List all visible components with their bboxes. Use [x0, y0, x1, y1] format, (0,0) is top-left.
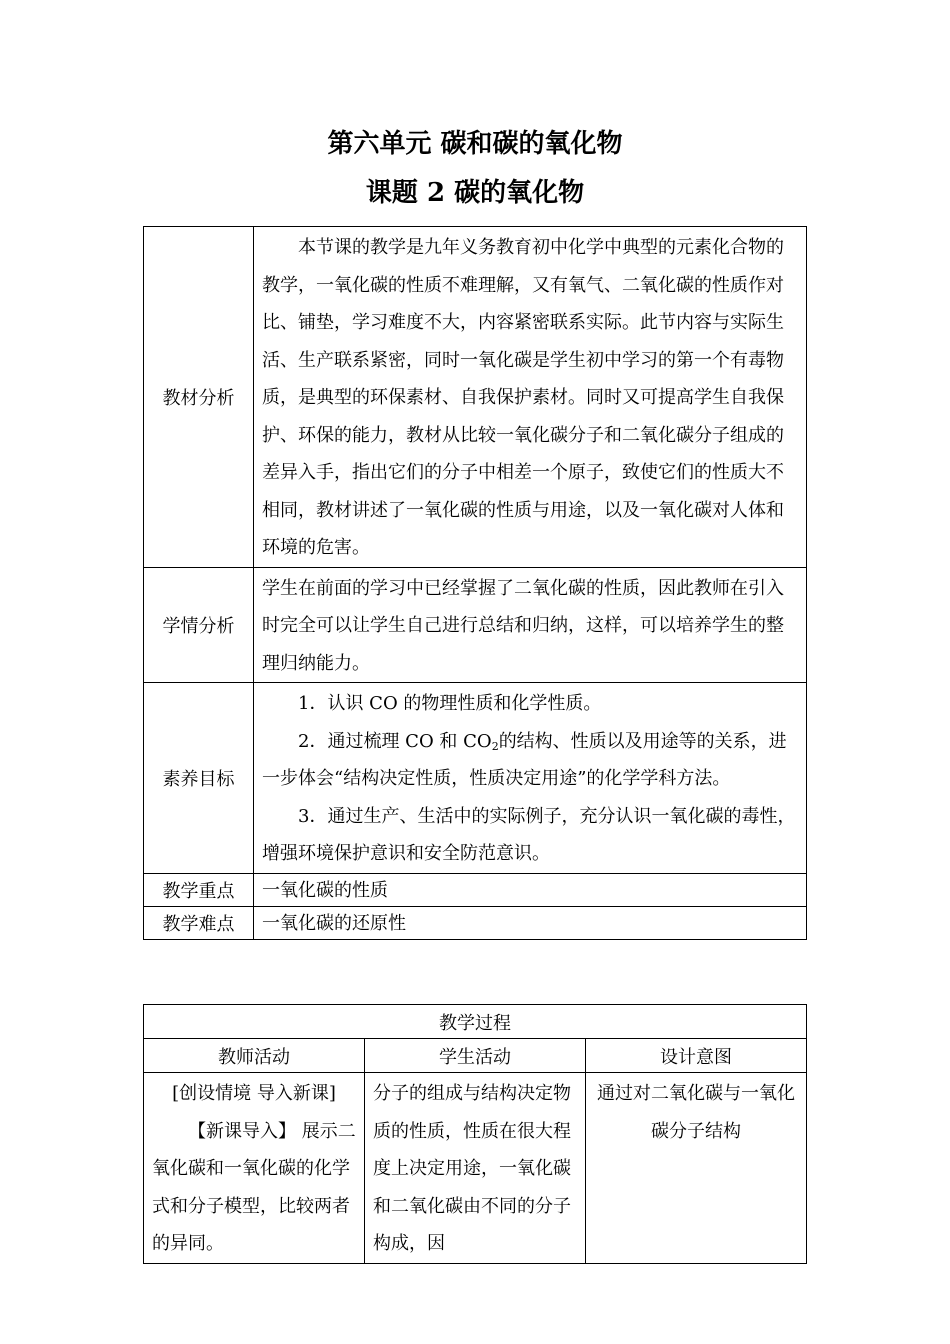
table-row: [144, 683, 807, 874]
header-teacher-activity: 教师活动: [144, 1039, 365, 1073]
design-intent-cell: 通过对二氧化碳与一氧化碳分子结构: [586, 1073, 807, 1264]
table-row: [144, 906, 807, 939]
goal-item-1: 1．认识 CO 的物理性质和化学性质。: [298, 693, 602, 714]
table-row: [144, 1005, 807, 1039]
goal-item-2-text-b: 的结构、性质以及用途等的关系，进一步体会“结构决定性质，性质决定用途”的化学学科方法。: [262, 730, 787, 789]
teacher-activity-body: 展示二氧化碳和一氧化碳的化学式和分子模型，比较两者的异同。: [152, 1120, 356, 1254]
teacher-section-heading: [创设情境 导入新课]: [172, 1083, 336, 1104]
textbook-analysis-text: 本节课的教学是九年义务教育初中化学中典型的元素化合物的教学，一氧化碳的性质不难理解，又有氧气、二氧化碳的性质作对比、铺垫，学习难度不大，内容紧密联系实际。此节内容与实际生活、生产联系紧密，同时一氧化碳是学生初中学习的第一个有毒物质，是典型的环保素材、自我保护素材。同时又可提高学生自我保护、环保的能力，教材从比较一氧化碳分子和二氧化碳分子组成的差异入手，指出它们的分子中相差一个原子，致使它们的性质大不相同，教材讲述了一氧化碳的性质与用途，以及一氧化碳对人体和环境的危害。: [254, 227, 807, 568]
teaching-process-table: [143, 1004, 807, 1264]
table-row: [144, 873, 807, 906]
goals-content: [254, 683, 807, 874]
student-analysis-label: 学情分析: [144, 567, 254, 683]
table-row: [144, 1073, 807, 1264]
table-row: [144, 227, 807, 568]
textbook-analysis-label: 教材分析: [144, 227, 254, 568]
unit-title: 第六单元 碳和碳的氧化物: [327, 129, 623, 159]
key-point-text: 一氧化碳的性质: [254, 873, 807, 906]
teacher-activity-text: [152, 1113, 356, 1263]
goals-label: 素养目标: [144, 683, 254, 874]
student-analysis-text: 学生在前面的学习中已经掌握了二氧化碳的性质，因此教师在引入时完全可以让学生自己进行总结和归纳，这样，可以培养学生的整理归纳能力。: [254, 567, 807, 683]
process-title: 教学过程: [144, 1005, 807, 1039]
goal-item-2-text-a: 2．通过梳理 CO 和 CO: [298, 730, 492, 752]
table-row: [144, 1039, 807, 1073]
table-row: [144, 567, 807, 683]
goal-item-3: 3．通过生产、生活中的实际例子，充分认识一氧化碳的毒性，增强环境保护意识和安全防范意识。: [262, 805, 796, 864]
header-design-intent: 设计意图: [586, 1039, 807, 1073]
student-activity-cell: 分子的组成与结构决定物质的性质，性质在很大程度上决定用途，一氧化碳和二氧化碳由不同的分子构成，因: [365, 1073, 586, 1264]
difficulty-text: 一氧化碳的还原性: [254, 906, 807, 939]
lesson-info-table: [143, 226, 807, 940]
new-lesson-intro-label: 【新课导入】: [188, 1120, 296, 1142]
difficulty-label: 教学难点: [144, 906, 254, 939]
key-point-label: 教学重点: [144, 873, 254, 906]
teacher-activity-cell: [144, 1073, 365, 1264]
goal-item-2: [262, 723, 798, 798]
lesson-title: 课题 2 碳的氧化物: [365, 178, 585, 208]
goal-item-2-subscript: 2: [491, 739, 499, 753]
header-student-activity: 学生活动: [365, 1039, 586, 1073]
